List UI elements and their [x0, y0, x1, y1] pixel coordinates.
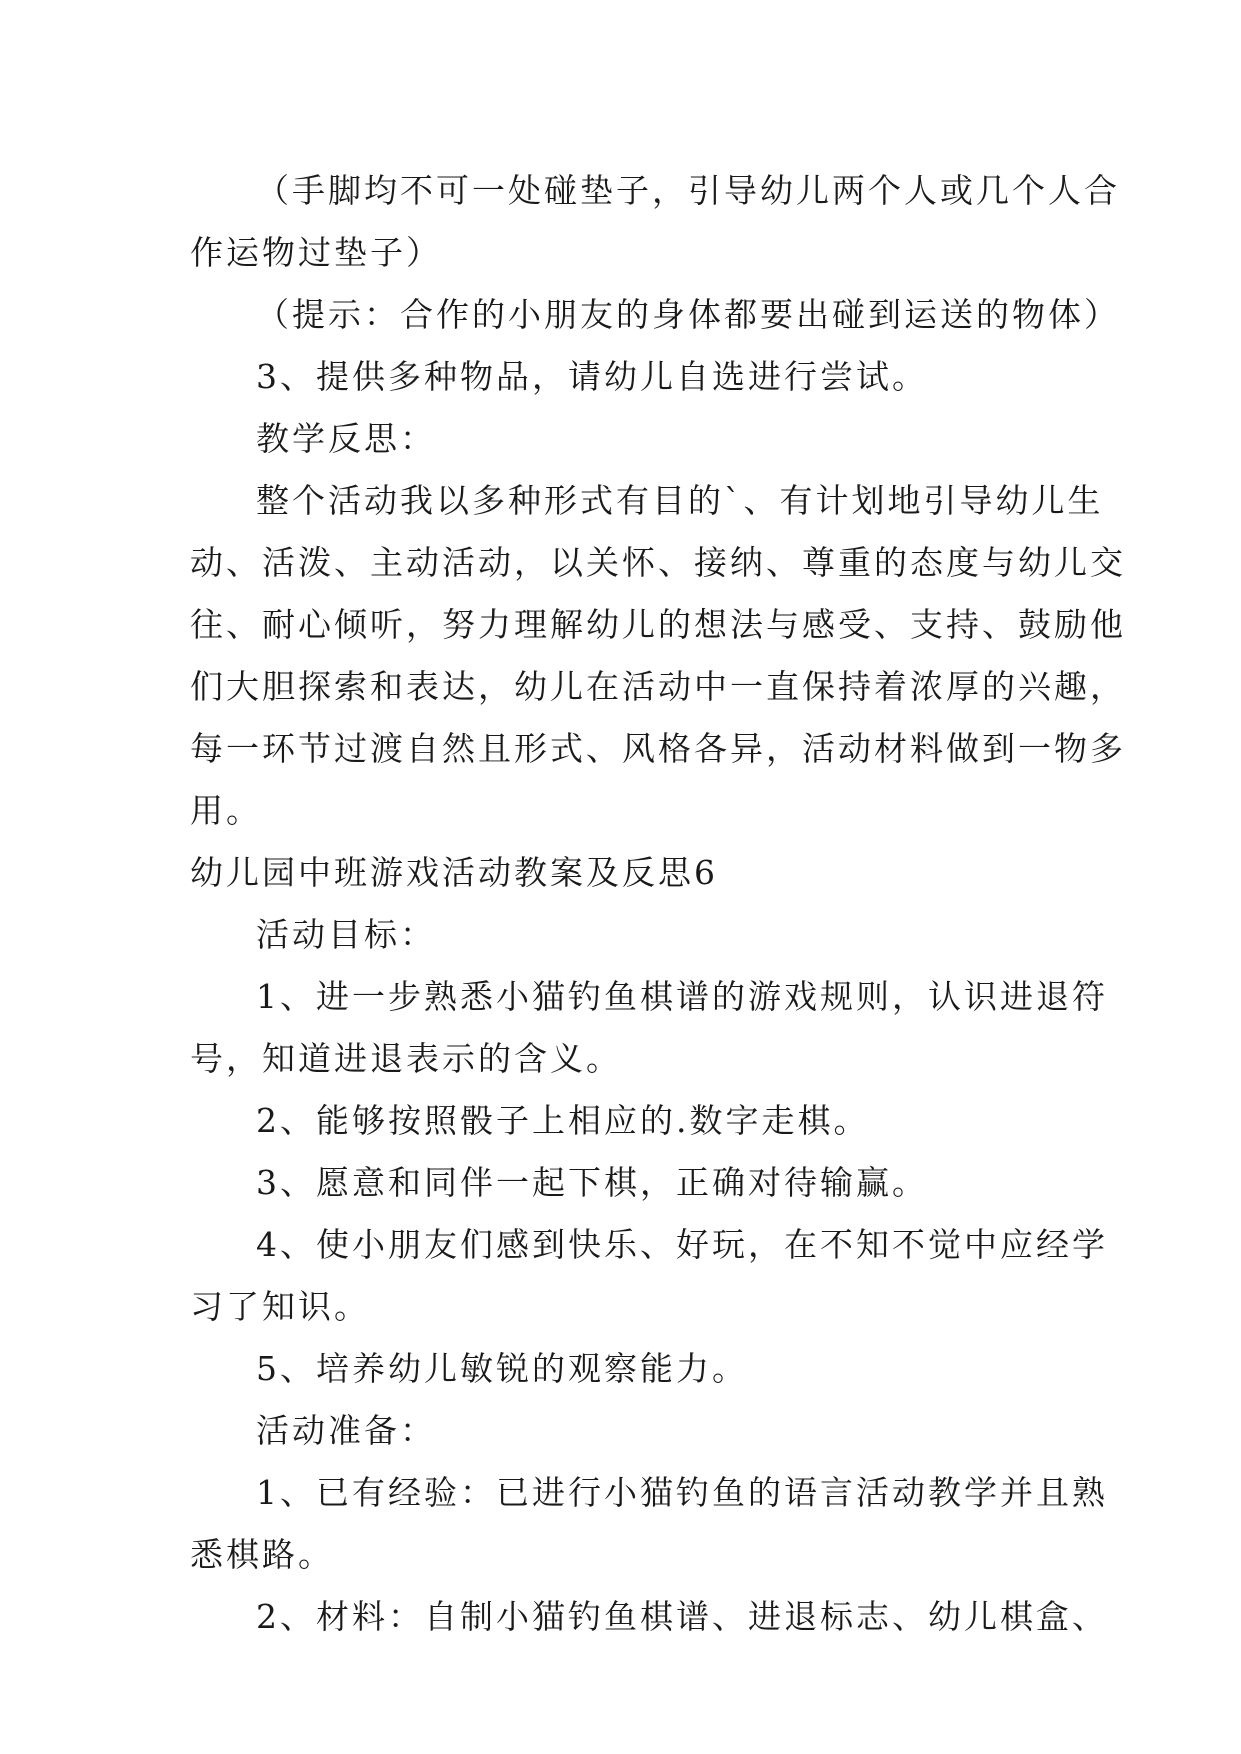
paragraph-line: （手脚均不可一处碰垫子，引导幼儿两个人或几个人合 — [256, 171, 1120, 210]
paragraph-line: 2、能够按照骰子上相应的.数字走棋。 — [256, 1101, 870, 1140]
paragraph-line: 用。 — [190, 791, 262, 830]
paragraph-line: 动、活泼、主动活动，以关怀、接纳、尊重的态度与幼儿交 — [190, 543, 1126, 582]
paragraph-line: 悉棋路。 — [190, 1535, 334, 1574]
section-heading: 幼儿园中班游戏活动教案及反思6 — [190, 853, 718, 892]
paragraph-line: 3、愿意和同伴一起下棋，正确对待输赢。 — [256, 1163, 928, 1202]
paragraph-line: 们大胆探索和表达，幼儿在活动中一直保持着浓厚的兴趣， — [190, 667, 1126, 706]
section-label: 教学反思： — [256, 419, 436, 458]
paragraph-line: 往、耐心倾听，努力理解幼儿的想法与感受、支持、鼓励他 — [190, 605, 1126, 644]
paragraph-line: 3、提供多种物品，请幼儿自选进行尝试。 — [256, 357, 928, 396]
paragraph-line: 1、进一步熟悉小猫钓鱼棋谱的游戏规则，认识进退符 — [256, 977, 1108, 1016]
paragraph-line: 5、培养幼儿敏锐的观察能力。 — [256, 1349, 748, 1388]
paragraph-line: 作运物过垫子） — [190, 233, 442, 272]
section-label: 活动准备： — [256, 1411, 436, 1450]
paragraph-line: 4、使小朋友们感到快乐、好玩，在不知不觉中应经学 — [256, 1225, 1108, 1264]
paragraph-line: （提示：合作的小朋友的身体都要出碰到运送的物体） — [256, 295, 1120, 334]
paragraph-line: 2、材料：自制小猫钓鱼棋谱、进退标志、幼儿棋盒、 — [256, 1597, 1108, 1636]
paragraph-line: 习了知识。 — [190, 1287, 370, 1326]
document-body — [190, 160, 1126, 1648]
paragraph-line: 1、已有经验：已进行小猫钓鱼的语言活动教学并且熟 — [256, 1473, 1108, 1512]
paragraph-line: 号，知道进退表示的含义。 — [190, 1039, 622, 1078]
paragraph-line: 每一环节过渡自然且形式、风格各异，活动材料做到一物多 — [190, 729, 1126, 768]
section-label: 活动目标： — [256, 915, 436, 954]
paragraph-line: 整个活动我以多种形式有目的`、有计划地引导幼儿生 — [256, 481, 1104, 520]
